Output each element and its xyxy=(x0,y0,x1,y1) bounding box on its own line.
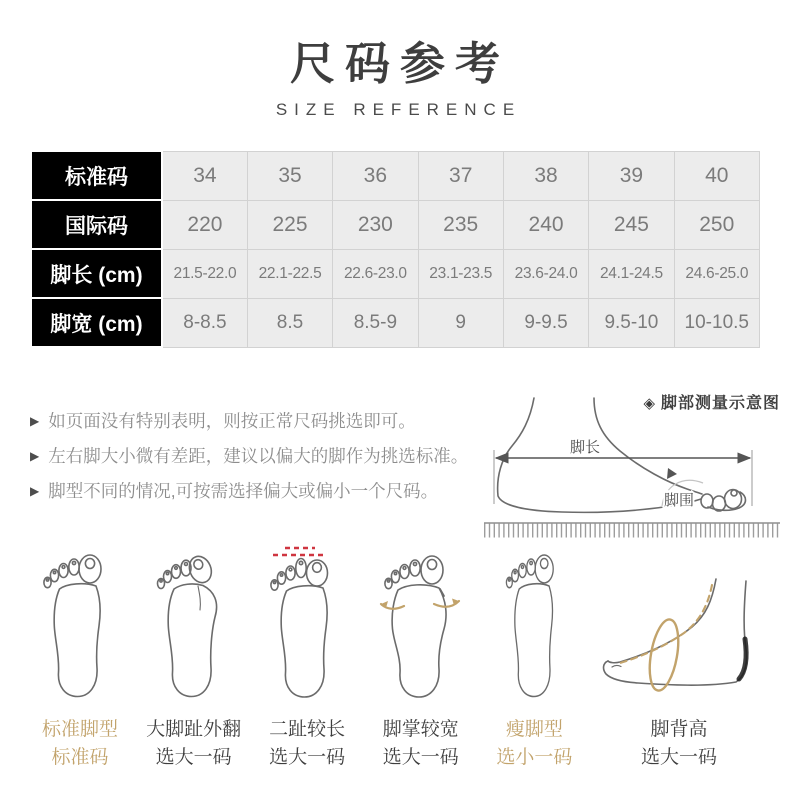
size-table-cell: 39 xyxy=(589,151,674,200)
size-table-cell: 24.6-25.0 xyxy=(674,249,759,298)
foot-measure-diagram xyxy=(482,382,784,534)
measure-caption-text: 脚部测量示意图 xyxy=(660,395,780,412)
foot-type-name: 大脚趾外翻 xyxy=(146,719,242,740)
note-item xyxy=(30,445,485,468)
foot-type-name: 标准脚型 xyxy=(41,719,118,740)
standard-foot-illustration xyxy=(30,542,130,702)
size-table-cell: 250 xyxy=(674,200,759,249)
triangle-bullet-icon: ▶ xyxy=(30,414,40,428)
foot-type-advice: 选大一码 xyxy=(382,747,459,768)
table-row xyxy=(31,249,760,298)
size-table-cell: 40 xyxy=(674,151,759,200)
foot-type-advice: 标准码 xyxy=(51,747,109,768)
note-text: 如页面没有特别表明，则按正常尺码挑选即可。 xyxy=(48,411,416,431)
notes-list xyxy=(30,410,485,515)
foot-type-figure xyxy=(30,542,130,772)
size-table-cell: 22.6-23.0 xyxy=(333,249,418,298)
size-table-cell: 37 xyxy=(418,151,503,200)
foot-type-caption xyxy=(496,716,572,772)
note-text: 脚型不同的情况,可按需选择偏大或偏小一个尺码。 xyxy=(48,481,439,501)
size-table-cell: 9 xyxy=(418,298,503,347)
diamond-icon: ◈ xyxy=(643,395,656,412)
foot-type-caption xyxy=(269,716,345,772)
size-table-cell: 23.1-23.5 xyxy=(418,249,503,298)
foot-type-caption xyxy=(42,716,118,772)
size-table-cell: 36 xyxy=(333,151,418,200)
size-table-row-header: 脚宽 (cm) xyxy=(31,298,162,347)
foot-type-figure xyxy=(371,542,471,772)
size-table-cell: 230 xyxy=(333,200,418,249)
wide-foot-illustration xyxy=(371,542,471,702)
table-row xyxy=(31,200,760,249)
size-table xyxy=(30,150,760,348)
foot-type-caption xyxy=(146,716,241,772)
size-table-cell: 8.5-9 xyxy=(333,298,418,347)
page-title: 尺码参考 xyxy=(289,38,510,89)
foot-type-figure xyxy=(144,542,244,772)
size-table-cell: 245 xyxy=(589,200,674,249)
foot-type-advice: 选大一码 xyxy=(155,747,232,768)
page-subtitle: SIZE REFERENCE xyxy=(275,99,522,119)
size-table-cell: 8-8.5 xyxy=(162,298,247,347)
note-text: 左右脚大小微有差距，建议以偏大的脚作为挑选标准。 xyxy=(48,446,469,466)
size-table-cell: 34 xyxy=(162,151,247,200)
foot-types-row xyxy=(30,542,760,772)
size-table-cell: 24.1-24.5 xyxy=(589,249,674,298)
size-table-cell: 220 xyxy=(162,200,247,249)
foot-type-caption xyxy=(383,716,459,772)
size-table-cell: 225 xyxy=(247,200,332,249)
size-table-cell: 235 xyxy=(418,200,503,249)
triangle-bullet-icon: ▶ xyxy=(30,449,40,463)
size-table-cell: 10-10.5 xyxy=(674,298,759,347)
note-item xyxy=(30,480,485,503)
foot-type-name: 二趾较长 xyxy=(269,719,346,740)
foot-measure-illustration xyxy=(482,394,782,544)
size-table-cell: 240 xyxy=(503,200,588,249)
size-table-cell: 21.5-22.0 xyxy=(162,249,247,298)
narrow-foot-illustration xyxy=(484,542,584,702)
foot-type-caption xyxy=(641,716,717,772)
size-table-cell: 35 xyxy=(247,151,332,200)
table-row xyxy=(31,151,760,200)
size-table-row-header: 标准码 xyxy=(31,151,162,200)
foot-type-figure xyxy=(257,542,357,772)
table-row xyxy=(31,298,760,347)
foot-girth-label: 脚围 xyxy=(664,492,695,509)
foot-type-figure xyxy=(598,577,760,772)
triangle-bullet-icon: ▶ xyxy=(30,484,40,498)
foot-type-name: 脚掌较宽 xyxy=(382,719,459,740)
long-second-toe-foot-illustration xyxy=(257,542,357,702)
size-table-cell: 38 xyxy=(503,151,588,200)
foot-type-advice: 选小一码 xyxy=(496,747,573,768)
foot-type-figure xyxy=(484,542,584,772)
bunion-foot-illustration xyxy=(144,542,244,702)
size-table-cell: 23.6-24.0 xyxy=(503,249,588,298)
page-header xyxy=(0,38,790,120)
size-table-cell: 9.5-10 xyxy=(589,298,674,347)
note-item xyxy=(30,410,485,433)
size-table-row-header: 国际码 xyxy=(31,200,162,249)
size-table-row-header: 脚长 (cm) xyxy=(31,249,162,298)
high-instep-foot-illustration xyxy=(598,577,760,702)
foot-type-advice: 选大一码 xyxy=(269,747,346,768)
size-table-cell: 9-9.5 xyxy=(503,298,588,347)
foot-type-name: 瘦脚型 xyxy=(505,719,563,740)
size-table-cell: 22.1-22.5 xyxy=(247,249,332,298)
foot-length-label: 脚长 xyxy=(570,439,601,456)
size-table-cell: 8.5 xyxy=(247,298,332,347)
foot-type-name: 脚背高 xyxy=(650,719,708,740)
foot-type-advice: 选大一码 xyxy=(640,747,717,768)
